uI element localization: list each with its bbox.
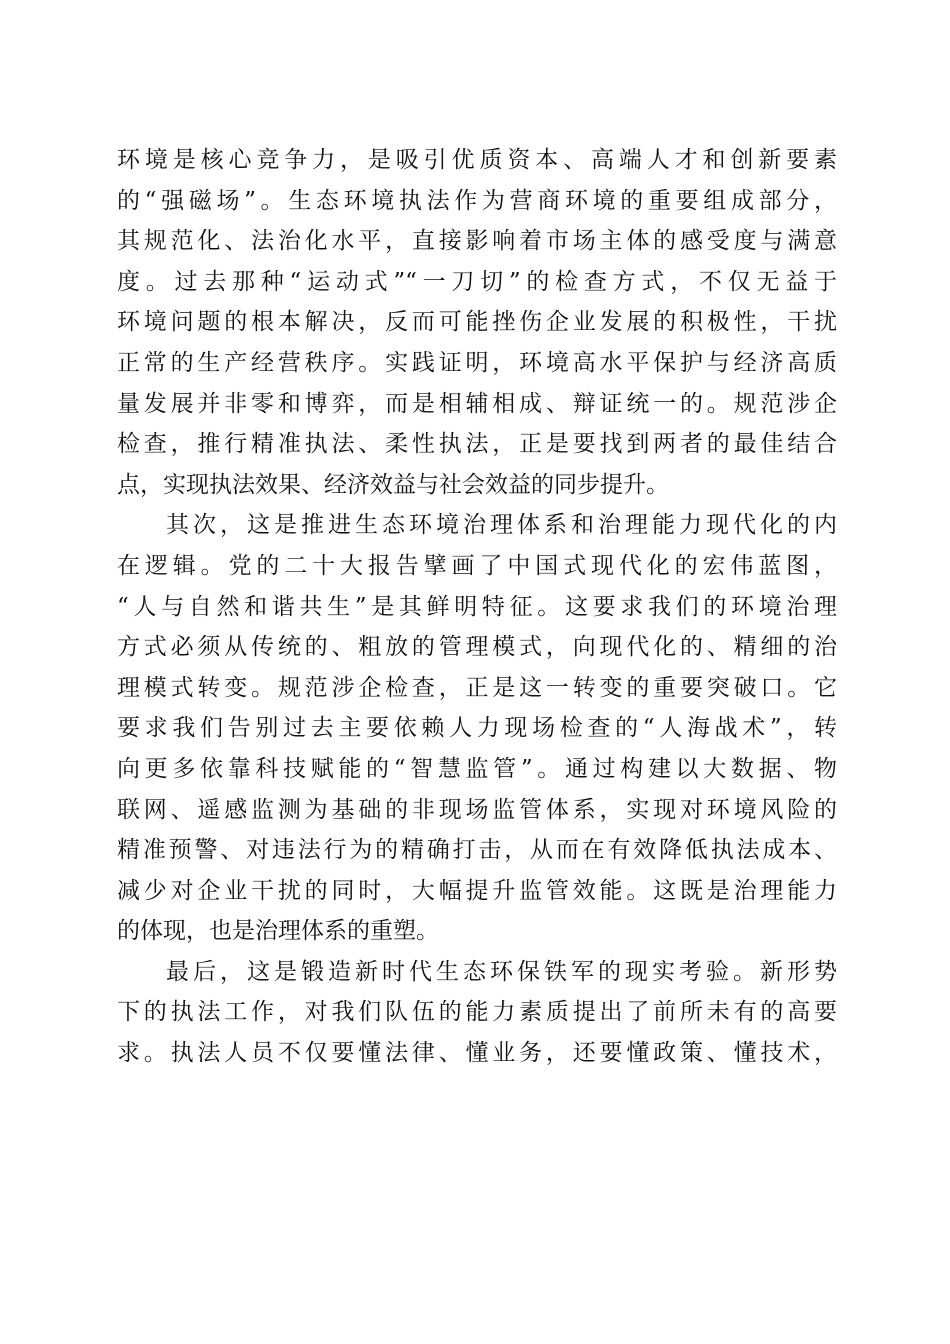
text-line: 检查，推行精准执法、柔性执法，正是要找到两者的最佳结合 xyxy=(117,431,837,458)
text-line: 度。过去那种“运动式”“一刀切”的检查方式，不仅无益于 xyxy=(117,268,837,295)
text-line: 点，实现执法效果、经济效益与社会效益的同步提升。 xyxy=(117,471,669,498)
paragraph-3 xyxy=(117,952,837,1074)
text-line: 其规范化、法治化水平，直接影响着市场主体的感受度与满意 xyxy=(117,228,837,255)
text-line: 理模式转变。规范涉企检查，正是这一转变的重要突破口。它 xyxy=(117,674,837,701)
text-line: 要求我们告别过去主要依赖人力现场检查的“人海战术”，转 xyxy=(117,715,837,742)
text-line: “人与自然和谐共生”是其鲜明特征。这要求我们的环境治理 xyxy=(117,593,837,620)
document-body xyxy=(117,140,837,1074)
text-line: 联网、遥感监测为基础的非现场监管体系，实现对环境风险的 xyxy=(117,796,837,823)
text-line: 下的执法工作，对我们队伍的能力素质提出了前所未有的高要 xyxy=(117,999,837,1026)
paragraph-1 xyxy=(117,140,837,505)
paragraph-2 xyxy=(117,505,837,952)
text-line: 在逻辑。党的二十大报告擘画了中国式现代化的宏伟蓝图， xyxy=(117,552,837,579)
text-line: 的“强磁场”。生态环境执法作为营商环境的重要组成部分， xyxy=(117,187,837,214)
text-line: 环境问题的根本解决，反而可能挫伤企业发展的积极性，干扰 xyxy=(117,309,837,336)
text-line: 方式必须从传统的、粗放的管理模式，向现代化的、精细的治 xyxy=(117,634,837,661)
text-line: 减少对企业干扰的同时，大幅提升监管效能。这既是治理能力 xyxy=(117,877,837,904)
text-line: 其次，这是推进生态环境治理体系和治理能力现代化的内 xyxy=(166,512,837,539)
text-line: 求。执法人员不仅要懂法律、懂业务，还要懂政策、懂技术， xyxy=(117,1040,837,1067)
text-line: 量发展并非零和博弈，而是相辅相成、辩证统一的。规范涉企 xyxy=(117,390,837,417)
text-line: 的体现，也是治理体系的重塑。 xyxy=(117,918,439,945)
text-line: 正常的生产经营秩序。实践证明，环境高水平保护与经济高质 xyxy=(117,349,837,376)
text-line: 精准预警、对违法行为的精确打击，从而在有效降低执法成本、 xyxy=(117,837,837,864)
text-line: 环境是核心竞争力，是吸引优质资本、高端人才和创新要素 xyxy=(117,147,837,173)
text-line: 向更多依靠科技赋能的“智慧监管”。通过构建以大数据、物 xyxy=(117,755,837,782)
text-line: 最后，这是锻造新时代生态环保铁军的现实考验。新形势 xyxy=(166,958,837,985)
